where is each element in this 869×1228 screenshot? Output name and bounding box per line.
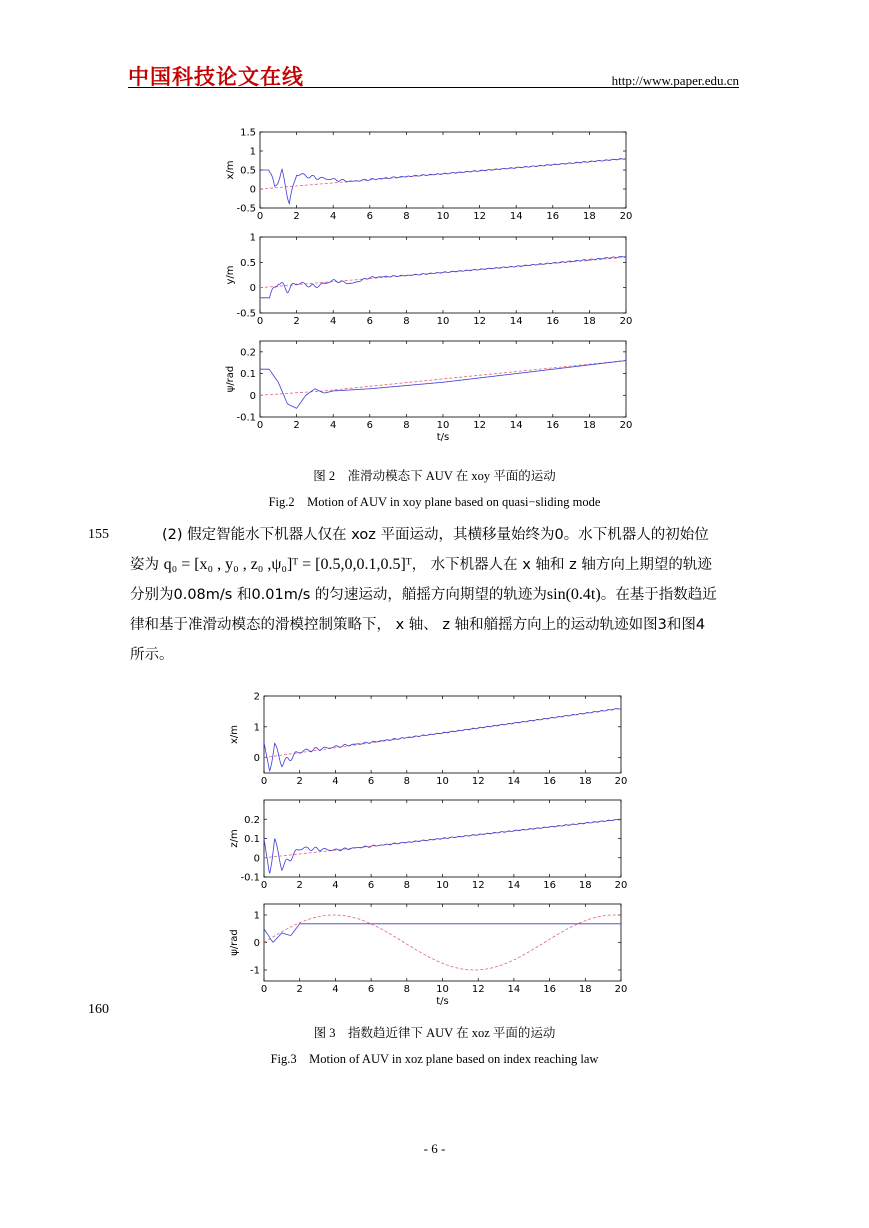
x-tick-label: 6 xyxy=(366,211,373,222)
y-tick-label: -0.1 xyxy=(236,412,256,424)
x-tick-label: 6 xyxy=(367,984,375,995)
x-tick-label: 20 xyxy=(614,880,628,891)
x-tick-label: 10 xyxy=(436,211,450,222)
x-tick-label: 16 xyxy=(543,984,556,995)
x-tick-label: 14 xyxy=(507,880,521,891)
header-url: http://www.paper.edu.cn xyxy=(611,73,739,88)
plot-frame xyxy=(264,904,621,981)
x-tick-label: 16 xyxy=(546,211,560,222)
subplot-fig3-0 xyxy=(229,692,627,788)
x-tick-label: 12 xyxy=(473,420,486,431)
plot-frame xyxy=(260,237,626,313)
figure-3-caption-en: Fig.3 Motion of AUV in xoz plane based on index reaching law xyxy=(270,1052,599,1066)
y-tick-label: 0 xyxy=(253,938,260,949)
y-axis-label: y/m xyxy=(225,265,236,285)
y-tick-label: 1 xyxy=(253,910,260,922)
line-number: 160 xyxy=(88,1002,109,1017)
figure-3-plots xyxy=(0,686,869,1008)
y-tick-label: 1 xyxy=(249,232,256,244)
y-axis-label: ψ/rad xyxy=(225,365,236,393)
x-tick-label: 8 xyxy=(403,880,410,891)
x-tick-label: 18 xyxy=(578,880,592,891)
y-tick-label: 0.5 xyxy=(240,257,256,269)
line-number: 155 xyxy=(88,527,109,542)
y-axis-label: z/m xyxy=(229,829,240,848)
x-tick-label: 20 xyxy=(619,420,633,431)
x-tick-label: 12 xyxy=(473,316,486,327)
subplot-fig2-0 xyxy=(225,128,632,223)
x-tick-label: 12 xyxy=(471,776,485,787)
x-tick-label: 8 xyxy=(403,776,410,787)
subplot-fig3-2 xyxy=(229,904,627,1007)
figure-3 xyxy=(0,686,869,1008)
y-tick-label: 0.2 xyxy=(244,814,260,826)
x-tick-label: 16 xyxy=(546,420,560,431)
header-divider xyxy=(128,87,739,88)
y-tick-label: 2 xyxy=(253,691,260,703)
y-axis-label: x/m xyxy=(225,160,236,180)
x-tick-label: 2 xyxy=(293,211,300,222)
y-tick-label: -0.1 xyxy=(240,872,260,884)
x-tick-label: 8 xyxy=(403,420,410,431)
y-tick-label: 1 xyxy=(249,146,256,158)
x-tick-label: 12 xyxy=(473,211,486,222)
x-tick-label: 14 xyxy=(507,984,521,995)
y-tick-label: 0.2 xyxy=(240,347,256,359)
x-tick-label: 0 xyxy=(256,211,264,222)
paragraph-line xyxy=(130,550,742,580)
x-axis-label: t/s xyxy=(436,996,449,1007)
y-tick-label: 1 xyxy=(253,722,260,734)
x-tick-label: 18 xyxy=(578,984,592,995)
x-tick-label: 18 xyxy=(583,420,596,431)
paragraph-line: 律和基于准滑动模态的滑模控制策略下， x 轴、 z 轴和艏摇方向上的运动轨迹如图3和图4 xyxy=(130,617,706,633)
y-axis-label: x/m xyxy=(229,724,240,745)
plot-frame xyxy=(260,132,626,208)
x-tick-label: 16 xyxy=(543,776,556,787)
text: 。在基于指数趋近 xyxy=(600,587,717,603)
x-tick-label: 4 xyxy=(330,420,337,431)
figure-2 xyxy=(0,120,869,450)
x-tick-label: 10 xyxy=(436,776,449,787)
x-tick-label: 16 xyxy=(543,880,556,891)
x-axis-label: t/s xyxy=(436,432,450,443)
subplot-fig2-1 xyxy=(225,233,632,328)
y-tick-label: -1 xyxy=(250,965,260,977)
x-tick-label: 18 xyxy=(583,211,596,222)
x-tick-label: 12 xyxy=(471,984,485,995)
x-tick-label: 2 xyxy=(293,316,300,327)
x-tick-label: 14 xyxy=(507,776,521,787)
x-tick-label: 0 xyxy=(260,776,268,787)
x-tick-label: 20 xyxy=(614,776,628,787)
x-tick-label: 20 xyxy=(619,316,633,327)
y-tick-label: 0 xyxy=(249,390,256,402)
x-tick-label: 2 xyxy=(296,880,303,891)
paragraph-line: 所示。 xyxy=(130,647,174,663)
x-tick-label: 8 xyxy=(403,316,410,327)
x-tick-label: 20 xyxy=(614,984,628,995)
text: 分别为0.08m/s 和0.01m/s 的匀速运动，艏摇方向期望的轨迹为 xyxy=(130,587,547,603)
y-tick-label: 0.5 xyxy=(240,165,256,177)
x-tick-label: 4 xyxy=(332,880,339,891)
x-tick-label: 4 xyxy=(332,776,339,787)
figure-2-caption-cn: 图 2 准滑动模态下 AUV 在 xoy 平面的运动 xyxy=(313,469,556,483)
page-number: - 6 - xyxy=(423,1141,446,1156)
y-axis-label: ψ/rad xyxy=(229,929,240,956)
y-tick-label: -0.5 xyxy=(236,203,256,215)
subplot-fig2-2 xyxy=(225,341,632,443)
x-tick-label: 8 xyxy=(403,211,410,222)
figure-2-plots xyxy=(0,120,869,450)
x-tick-label: 14 xyxy=(509,420,523,431)
y-tick-label: 0 xyxy=(253,753,260,765)
x-tick-label: 0 xyxy=(256,420,264,431)
x-tick-label: 14 xyxy=(509,316,523,327)
x-tick-label: 18 xyxy=(583,316,596,327)
figure-3-caption-cn: 图 3 指数趋近律下 AUV 在 xoz 平面的运动 xyxy=(313,1026,556,1040)
subplot-fig3-1 xyxy=(229,800,627,891)
x-tick-label: 2 xyxy=(293,420,300,431)
x-tick-label: 14 xyxy=(509,211,523,222)
y-tick-label: 0 xyxy=(249,184,256,196)
x-tick-label: 10 xyxy=(436,316,450,327)
math-initial-pose: q₀ = [x₀ , y₀ , z₀ ,ψ₀]ᵀ = [0.5,0,0.1,0.5]ᵀ xyxy=(163,556,412,573)
x-tick-label: 20 xyxy=(619,211,633,222)
x-tick-label: 10 xyxy=(436,880,449,891)
x-tick-label: 6 xyxy=(367,880,375,891)
x-tick-label: 6 xyxy=(367,776,375,787)
y-tick-label: 1.5 xyxy=(240,127,256,139)
figure-2-caption-en: Fig.2 Motion of AUV in xoy plane based on quasi−sliding mode xyxy=(268,495,601,509)
plot-frame xyxy=(264,696,621,773)
x-tick-label: 18 xyxy=(578,776,592,787)
y-tick-label: 0.1 xyxy=(244,834,260,845)
y-tick-label: 0.1 xyxy=(240,369,256,381)
x-tick-label: 16 xyxy=(546,316,560,327)
x-tick-label: 8 xyxy=(403,984,410,995)
y-tick-label: 0 xyxy=(253,853,260,865)
x-tick-label: 4 xyxy=(330,211,337,222)
text: 姿为 xyxy=(130,557,164,573)
x-tick-label: 12 xyxy=(471,880,485,891)
x-tick-label: 0 xyxy=(256,316,264,327)
x-tick-label: 4 xyxy=(330,316,337,327)
x-tick-label: 6 xyxy=(366,420,373,431)
text: ， 水下机器人在 x 轴和 z 轴方向上期望的轨迹 xyxy=(411,557,712,573)
y-tick-label: -0.5 xyxy=(236,308,256,320)
x-tick-label: 10 xyxy=(436,420,450,431)
x-tick-label: 0 xyxy=(260,984,268,995)
body-paragraph xyxy=(130,520,742,670)
math-sin: sin(0.4t) xyxy=(546,586,601,603)
y-tick-label: 0 xyxy=(249,283,256,295)
plot-frame xyxy=(260,341,626,417)
x-tick-label: 0 xyxy=(260,880,268,891)
x-tick-label: 10 xyxy=(436,984,449,995)
paragraph-line xyxy=(130,580,742,610)
paragraph-line: (2) 假定智能水下机器人仅在 xoz 平面运动，其横移量始终为0。水下机器人的初始位 xyxy=(162,527,709,543)
x-tick-label: 2 xyxy=(296,984,303,995)
x-tick-label: 6 xyxy=(366,316,373,327)
x-tick-label: 2 xyxy=(296,776,303,787)
journal-logo: 中国科技论文在线 xyxy=(128,65,304,89)
x-tick-label: 4 xyxy=(332,984,339,995)
